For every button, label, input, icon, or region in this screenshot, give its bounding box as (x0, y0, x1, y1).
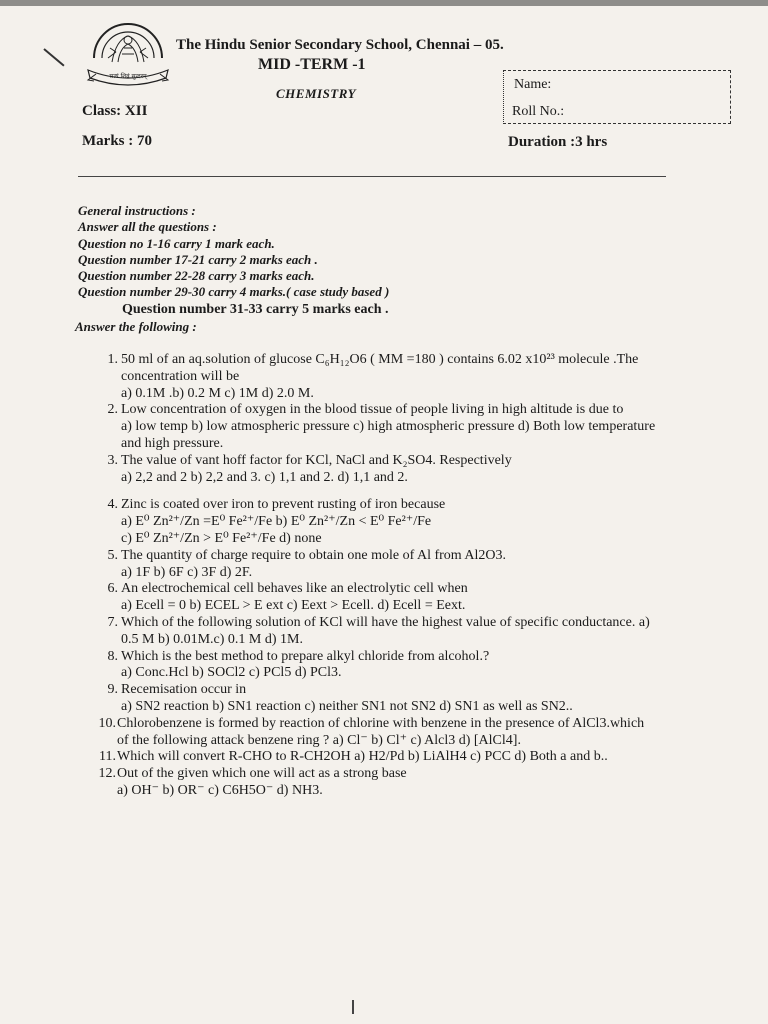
question-text: 50 ml of an aq.solution of glucose C₆H₁₂O6 ( MM =180 ) contains 6.02 x10²³ molecule .The concentration will be (121, 352, 639, 384)
roll-no-label: Roll No.: (512, 104, 565, 119)
question-text: The quantity of charge require to obtain one mole of Al from Al2O3. (121, 547, 507, 563)
instruction-line: Question number 17-21 carry 2 marks each . (78, 251, 318, 267)
question-options: a) SN2 reaction b) SN1 reaction c) neither SN1 not SN2 d) SN1 as well as SN2.. (121, 698, 573, 714)
spacer (96, 486, 656, 497)
question-number: 2. (107, 402, 118, 418)
school-emblem-icon (80, 18, 176, 98)
question-item (96, 682, 656, 716)
question-options: a) OH⁻ b) OR⁻ c) C6H5O⁻ d) NH3. (117, 782, 323, 798)
duration-label: Duration :3 hrs (508, 134, 608, 150)
question-list (96, 352, 656, 800)
question-options: a) Conc.Hcl b) SOCl2 c) PCl5 d) PCl3. (121, 665, 342, 681)
question-item (96, 581, 656, 615)
question-options: c) E⁰ Zn²⁺/Zn > E⁰ Fe²⁺/Fe d) none (121, 530, 322, 546)
instruction-line: Question number 29-30 carry 4 marks.( case study based ) (78, 284, 390, 300)
instruction-line: General instructions : (78, 203, 196, 218)
question-item (96, 453, 656, 487)
question-number: 3. (107, 452, 118, 468)
subject-title: CHEMISTRY (276, 86, 357, 101)
pen-mark (43, 48, 64, 66)
question-number: 5. (107, 547, 118, 563)
question-text: Out of the given which one will act as a strong base (117, 766, 407, 782)
question-item (96, 649, 656, 683)
question-text: Low concentration of oxygen in the blood tissue of people living in high altitude is due to (121, 402, 624, 418)
instruction-line: Question number 31-33 carry 5 marks each . (122, 301, 389, 317)
marks-label: Marks : 70 (82, 133, 152, 149)
instruction-line: Question number 22-28 carry 3 marks each. (78, 268, 315, 284)
question-text: An electrochemical cell behaves like an electrolytic cell when (121, 581, 468, 597)
class-label: Class: XII (82, 103, 148, 119)
question-number: 7. (107, 614, 118, 630)
question-item (88, 716, 656, 750)
question-item (96, 615, 656, 649)
question-text: Which will convert R-CHO to R-CH2OH a) H2/Pd b) LiAlH4 c) PCC d) Both a and b.. (117, 749, 608, 765)
question-options: a) E⁰ Zn²⁺/Zn =E⁰ Fe²⁺/Fe b) E⁰ Zn²⁺/Zn < E⁰ Fe²⁺/Fe (121, 514, 432, 530)
logo-motto: सत्यं शिवं सुन्दरम् (109, 73, 147, 80)
question-number: 9. (107, 682, 118, 698)
question-text: Which is the best method to prepare alkyl chloride from alcohol.? (121, 648, 490, 664)
pen-mark (352, 1000, 354, 1014)
question-number: 6. (107, 581, 118, 597)
name-label: Name: (514, 77, 552, 92)
school-name: The Hindu Senior Secondary School, Chennai – 05. (176, 37, 504, 53)
instruction-line: Answer the following : (75, 318, 197, 334)
general-instructions (75, 203, 390, 335)
instruction-line: Question no 1-16 carry 1 mark each. (78, 235, 275, 251)
question-item (96, 352, 656, 402)
question-item (96, 548, 656, 582)
question-text: Recemisation occur in (121, 682, 247, 698)
question-text: The value of vant hoff factor for KCl, NaCl and K₂SO4. Respectively (121, 452, 512, 468)
question-text: Zinc is coated over iron to prevent rusting of iron because (121, 497, 446, 513)
question-text: Which of the following solution of KCl will have the highest value of specific conductance. a) 0.5 M b) 0.01M.c) 0.1 M d) 1M. (121, 614, 650, 647)
name-roll-box (503, 70, 731, 124)
question-item (88, 766, 656, 800)
question-item (96, 497, 656, 547)
question-options: a) low temp b) low atmospheric pressure c) high atmospheric pressure d) Both low temperature and high pressure. (121, 419, 656, 451)
header-divider (78, 176, 666, 177)
question-options: a) 1F b) 6F c) 3F d) 2F. (121, 564, 253, 580)
question-number: 8. (107, 648, 118, 664)
question-options: a) 0.1M .b) 0.2 M c) 1M d) 2.0 M. (121, 385, 314, 401)
question-options: a) Ecell = 0 b) ECEL > E ext c) Eext > Ecell. d) Ecell = Eext. (121, 598, 466, 614)
page-top-edge (0, 0, 768, 6)
instruction-line: Answer all the questions : (78, 219, 217, 235)
question-text: Chlorobenzene is formed by reaction of chlorine with benzene in the presence of AlCl3.which of the following attack benzene ring ? a) Cl⁻ b) Cl⁺ c) Alcl3 d) [AlCl4]. (117, 715, 645, 748)
question-number: 4. (107, 497, 118, 513)
question-item (96, 402, 656, 452)
exam-term: MID -TERM -1 (258, 56, 366, 73)
question-number: 12. (98, 766, 116, 782)
question-number: 1. (107, 352, 118, 367)
question-number: 10. (98, 715, 116, 731)
question-number: 11. (99, 749, 116, 765)
question-options: a) 2,2 and 2 b) 2,2 and 3. c) 1,1 and 2. d) 1,1 and 2. (121, 469, 408, 485)
question-item (88, 749, 656, 766)
